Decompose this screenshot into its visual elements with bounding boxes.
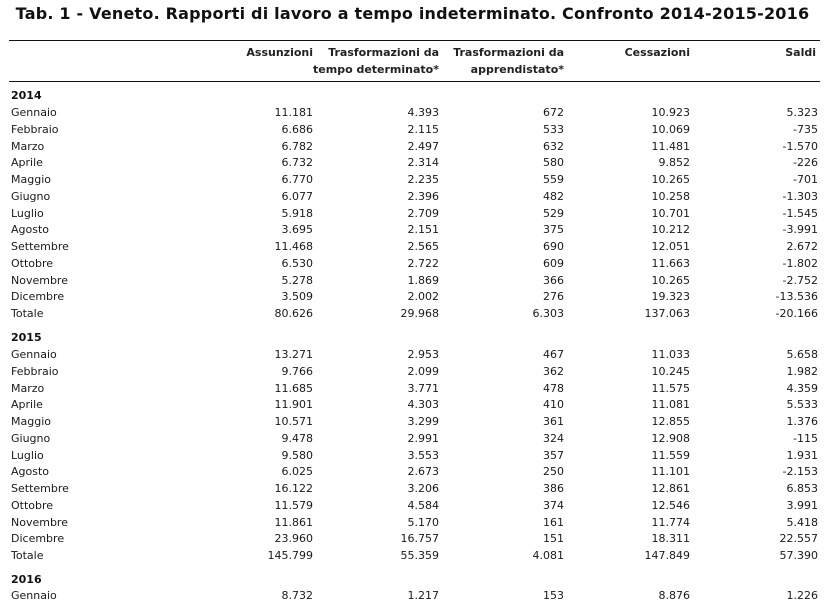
table-row bbox=[0, 121, 825, 138]
table-row bbox=[0, 587, 825, 604]
row-label: Luglio bbox=[11, 206, 44, 220]
cell-cessazioni: 9.852 bbox=[658, 156, 690, 170]
cell-cessazioni: 11.663 bbox=[651, 256, 690, 270]
cell-trasf-det: 2.497 bbox=[407, 139, 439, 153]
row-label: Gennaio bbox=[11, 106, 57, 119]
cell-cessazioni: 11.559 bbox=[651, 448, 690, 462]
cell-trasf-det: 4.584 bbox=[407, 498, 439, 512]
cell-trasf-app: 6.303 bbox=[532, 307, 564, 320]
table-row bbox=[0, 530, 825, 547]
cell-trasf-app: 690 bbox=[543, 240, 564, 253]
header-trasf-app-line-1: Trasformazioni da bbox=[453, 46, 564, 59]
header-cessazioni-line-1: Cessazioni bbox=[624, 46, 690, 59]
cell-saldi: -2.752 bbox=[782, 273, 818, 287]
cell-assunzioni: 5.278 bbox=[281, 273, 313, 287]
cell-trasf-app: 375 bbox=[543, 223, 564, 237]
cell-cessazioni: 11.575 bbox=[651, 381, 690, 395]
cell-trasf-app: 357 bbox=[543, 448, 564, 462]
cell-trasf-det: 4.303 bbox=[407, 398, 439, 412]
cell-cessazioni: 10.258 bbox=[651, 189, 690, 203]
cell-assunzioni: 3.509 bbox=[281, 290, 313, 304]
cell-trasf-det: 3.206 bbox=[407, 482, 439, 495]
row-label: Agosto bbox=[11, 465, 50, 479]
cell-cessazioni: 10.069 bbox=[651, 122, 690, 136]
cell-saldi: 6.853 bbox=[786, 482, 818, 495]
cell-assunzioni: 9.580 bbox=[281, 448, 313, 462]
header-trasf-det-line-1: Trasformazioni da bbox=[328, 46, 439, 59]
cell-trasf-app: 467 bbox=[543, 348, 564, 361]
cell-trasf-det: 2.565 bbox=[407, 240, 439, 253]
cell-trasf-app: 161 bbox=[543, 515, 564, 529]
cell-trasf-app: 609 bbox=[543, 256, 564, 270]
cell-cessazioni: 11.081 bbox=[651, 398, 690, 412]
cell-cessazioni: 10.923 bbox=[651, 106, 690, 119]
top-rule bbox=[9, 40, 820, 41]
cell-trasf-app: 580 bbox=[543, 156, 564, 170]
cell-saldi: 22.557 bbox=[779, 532, 818, 546]
cell-trasf-det: 3.553 bbox=[407, 448, 439, 462]
cell-saldi: 5.323 bbox=[786, 106, 818, 119]
cell-trasf-app: 632 bbox=[543, 139, 564, 153]
cell-saldi: 1.226 bbox=[786, 589, 818, 602]
table-row bbox=[0, 221, 825, 238]
row-label: Agosto bbox=[11, 223, 50, 237]
row-label: Aprile bbox=[11, 156, 43, 170]
cell-cessazioni: 11.101 bbox=[651, 465, 690, 479]
cell-assunzioni: 11.468 bbox=[274, 240, 313, 253]
row-label: Giugno bbox=[11, 189, 51, 203]
cell-trasf-app: 366 bbox=[543, 273, 564, 287]
cell-saldi: 57.390 bbox=[779, 549, 818, 562]
cell-trasf-det: 3.299 bbox=[407, 415, 439, 428]
cell-trasf-app: 410 bbox=[543, 398, 564, 412]
cell-trasf-det: 2.991 bbox=[407, 431, 439, 445]
cell-cessazioni: 12.861 bbox=[651, 482, 690, 495]
table-row bbox=[0, 447, 825, 464]
cell-cessazioni: 10.701 bbox=[651, 206, 690, 220]
cell-assunzioni: 11.685 bbox=[274, 381, 313, 395]
table-row bbox=[0, 238, 825, 255]
cell-trasf-app: 478 bbox=[543, 381, 564, 395]
table-row bbox=[0, 255, 825, 272]
cell-assunzioni: 8.732 bbox=[281, 589, 313, 602]
cell-cessazioni: 10.265 bbox=[651, 273, 690, 287]
cell-trasf-app: 533 bbox=[543, 122, 564, 136]
cell-cessazioni: 18.311 bbox=[651, 532, 690, 546]
cell-trasf-app: 153 bbox=[543, 589, 564, 602]
row-label: Giugno bbox=[11, 431, 51, 445]
cell-saldi: -1.570 bbox=[782, 139, 818, 153]
table-row bbox=[0, 380, 825, 397]
cell-cessazioni: 11.033 bbox=[651, 348, 690, 361]
cell-trasf-det: 29.968 bbox=[400, 307, 439, 320]
row-label: Luglio bbox=[11, 448, 44, 462]
cell-assunzioni: 6.077 bbox=[281, 189, 313, 203]
cell-cessazioni: 12.051 bbox=[651, 240, 690, 253]
row-label: Marzo bbox=[11, 139, 45, 153]
section-year-2015: 2015 bbox=[11, 331, 42, 344]
cell-cessazioni: 8.876 bbox=[658, 589, 690, 602]
cell-trasf-det: 2.235 bbox=[407, 173, 439, 186]
row-label: Aprile bbox=[11, 398, 43, 412]
cell-trasf-app: 482 bbox=[543, 189, 564, 203]
cell-trasf-app: 386 bbox=[543, 482, 564, 495]
row-label: Maggio bbox=[11, 415, 51, 428]
cell-cessazioni: 12.855 bbox=[651, 415, 690, 428]
cell-assunzioni: 80.626 bbox=[274, 307, 313, 320]
cell-assunzioni: 9.766 bbox=[281, 364, 313, 378]
cell-cessazioni: 12.546 bbox=[651, 498, 690, 512]
cell-saldi: 5.418 bbox=[786, 515, 818, 529]
cell-trasf-det: 2.953 bbox=[407, 348, 439, 361]
cell-saldi: -1.303 bbox=[782, 189, 818, 203]
cell-trasf-det: 3.771 bbox=[407, 381, 439, 395]
cell-assunzioni: 9.478 bbox=[281, 431, 313, 445]
table-row bbox=[0, 514, 825, 531]
table-row bbox=[0, 272, 825, 289]
cell-trasf-det: 4.393 bbox=[407, 106, 439, 119]
cell-trasf-app: 374 bbox=[543, 498, 564, 512]
cell-trasf-det: 5.170 bbox=[407, 515, 439, 529]
header-rule bbox=[9, 81, 820, 82]
cell-saldi: 1.376 bbox=[786, 415, 818, 428]
table-row bbox=[0, 288, 825, 305]
cell-assunzioni: 6.686 bbox=[281, 122, 313, 136]
table-row bbox=[0, 205, 825, 222]
table-title: Tab. 1 - Veneto. Rapporti di lavoro a tempo indeterminato. Confronto 2014-2015-2016 bbox=[15, 4, 810, 23]
cell-trasf-det: 2.673 bbox=[407, 465, 439, 479]
cell-trasf-app: 276 bbox=[543, 290, 564, 304]
cell-saldi: -1.802 bbox=[782, 256, 818, 270]
cell-assunzioni: 16.122 bbox=[274, 482, 313, 495]
cell-assunzioni: 11.901 bbox=[274, 398, 313, 412]
cell-trasf-det: 1.869 bbox=[407, 273, 439, 287]
row-label: Settembre bbox=[11, 240, 69, 253]
header-trasformazioni-tempo-determinato bbox=[299, 44, 439, 78]
cell-cessazioni: 10.265 bbox=[651, 173, 690, 186]
row-label: Settembre bbox=[11, 482, 69, 495]
header-assunzioni-line-1: Assunzioni bbox=[246, 46, 313, 59]
table-row bbox=[0, 480, 825, 497]
row-label: Gennaio bbox=[11, 348, 57, 361]
cell-trasf-det: 2.314 bbox=[407, 156, 439, 170]
cell-saldi: -735 bbox=[793, 122, 818, 136]
cell-assunzioni: 6.025 bbox=[281, 465, 313, 479]
cell-saldi: -3.991 bbox=[782, 223, 818, 237]
section-year-2016: 2016 bbox=[11, 573, 42, 586]
table-row bbox=[0, 463, 825, 480]
cell-trasf-app: 672 bbox=[543, 106, 564, 119]
cell-cessazioni: 10.245 bbox=[651, 364, 690, 378]
row-label: Totale bbox=[11, 549, 44, 562]
header-cessazioni bbox=[625, 44, 690, 61]
cell-assunzioni: 6.782 bbox=[281, 139, 313, 153]
table-row bbox=[0, 188, 825, 205]
cell-assunzioni: 13.271 bbox=[274, 348, 313, 361]
row-label: Dicembre bbox=[11, 290, 65, 304]
cell-trasf-det: 2.115 bbox=[407, 122, 439, 136]
cell-trasf-app: 324 bbox=[543, 431, 564, 445]
table-row bbox=[0, 363, 825, 380]
cell-saldi: -2.153 bbox=[782, 465, 818, 479]
cell-cessazioni: 11.774 bbox=[651, 515, 690, 529]
table-row bbox=[0, 430, 825, 447]
cell-saldi: 1.931 bbox=[786, 448, 818, 462]
table-row bbox=[0, 413, 825, 430]
cell-saldi: 3.991 bbox=[786, 498, 818, 512]
header-saldi bbox=[785, 44, 816, 61]
cell-assunzioni: 145.799 bbox=[267, 549, 313, 562]
cell-trasf-app: 151 bbox=[543, 532, 564, 546]
cell-trasf-app: 4.081 bbox=[532, 549, 564, 562]
table-row bbox=[0, 171, 825, 188]
cell-assunzioni: 6.732 bbox=[281, 156, 313, 170]
cell-trasf-app: 250 bbox=[543, 465, 564, 479]
cell-trasf-app: 361 bbox=[543, 415, 564, 428]
cell-saldi: -701 bbox=[793, 173, 818, 186]
table-row bbox=[0, 346, 825, 363]
cell-trasf-app: 362 bbox=[543, 364, 564, 378]
cell-assunzioni: 11.181 bbox=[274, 106, 313, 119]
header-trasf-det-line-2: tempo determinato* bbox=[313, 63, 439, 76]
cell-saldi: 2.672 bbox=[786, 240, 818, 253]
cell-assunzioni: 5.918 bbox=[281, 206, 313, 220]
cell-assunzioni: 6.530 bbox=[281, 256, 313, 270]
cell-trasf-det: 1.217 bbox=[407, 589, 439, 602]
cell-saldi: 5.533 bbox=[786, 398, 818, 412]
cell-saldi: -226 bbox=[793, 156, 818, 170]
cell-saldi: -1.545 bbox=[782, 206, 818, 220]
cell-saldi: -13.536 bbox=[775, 290, 818, 304]
cell-cessazioni: 147.849 bbox=[644, 549, 690, 562]
row-label: Febbraio bbox=[11, 122, 59, 136]
cell-saldi: -115 bbox=[793, 431, 818, 445]
row-label: Febbraio bbox=[11, 364, 59, 378]
cell-trasf-app: 559 bbox=[543, 173, 564, 186]
cell-assunzioni: 10.571 bbox=[274, 415, 313, 428]
cell-saldi: 1.982 bbox=[786, 364, 818, 378]
cell-cessazioni: 12.908 bbox=[651, 431, 690, 445]
cell-assunzioni: 23.960 bbox=[274, 532, 313, 546]
row-label: Novembre bbox=[11, 273, 68, 287]
table-row bbox=[0, 305, 825, 322]
cell-trasf-det: 2.151 bbox=[407, 223, 439, 237]
table-row bbox=[0, 547, 825, 564]
table-row bbox=[0, 154, 825, 171]
cell-saldi: 5.658 bbox=[786, 348, 818, 361]
cell-cessazioni: 137.063 bbox=[644, 307, 690, 320]
cell-trasf-app: 529 bbox=[543, 206, 564, 220]
row-label: Ottobre bbox=[11, 498, 54, 512]
cell-trasf-det: 16.757 bbox=[400, 532, 439, 546]
cell-saldi: 4.359 bbox=[786, 381, 818, 395]
row-label: Ottobre bbox=[11, 256, 54, 270]
cell-cessazioni: 19.323 bbox=[651, 290, 690, 304]
cell-trasf-det: 2.396 bbox=[407, 189, 439, 203]
cell-assunzioni: 11.861 bbox=[274, 515, 313, 529]
table-row bbox=[0, 138, 825, 155]
table-row bbox=[0, 396, 825, 413]
table-row bbox=[0, 104, 825, 121]
cell-trasf-det: 55.359 bbox=[400, 549, 439, 562]
cell-assunzioni: 11.579 bbox=[274, 498, 313, 512]
header-saldi-line-1: Saldi bbox=[785, 46, 816, 59]
row-label: Novembre bbox=[11, 515, 68, 529]
row-label: Totale bbox=[11, 307, 44, 320]
row-label: Maggio bbox=[11, 173, 51, 186]
header-trasformazioni-apprendistato bbox=[434, 44, 564, 78]
table-row bbox=[0, 497, 825, 514]
cell-cessazioni: 11.481 bbox=[651, 139, 690, 153]
cell-trasf-det: 2.099 bbox=[407, 364, 439, 378]
cell-trasf-det: 2.002 bbox=[407, 290, 439, 304]
header-trasf-app-line-2: apprendistato* bbox=[470, 63, 564, 76]
cell-assunzioni: 3.695 bbox=[281, 223, 313, 237]
section-year-2014: 2014 bbox=[11, 89, 42, 102]
cell-saldi: -20.166 bbox=[775, 307, 818, 320]
cell-assunzioni: 6.770 bbox=[281, 173, 313, 186]
cell-cessazioni: 10.212 bbox=[651, 223, 690, 237]
cell-trasf-det: 2.709 bbox=[407, 206, 439, 220]
row-label: Gennaio bbox=[11, 589, 57, 602]
row-label: Dicembre bbox=[11, 532, 65, 546]
cell-trasf-det: 2.722 bbox=[407, 256, 439, 270]
row-label: Marzo bbox=[11, 381, 45, 395]
